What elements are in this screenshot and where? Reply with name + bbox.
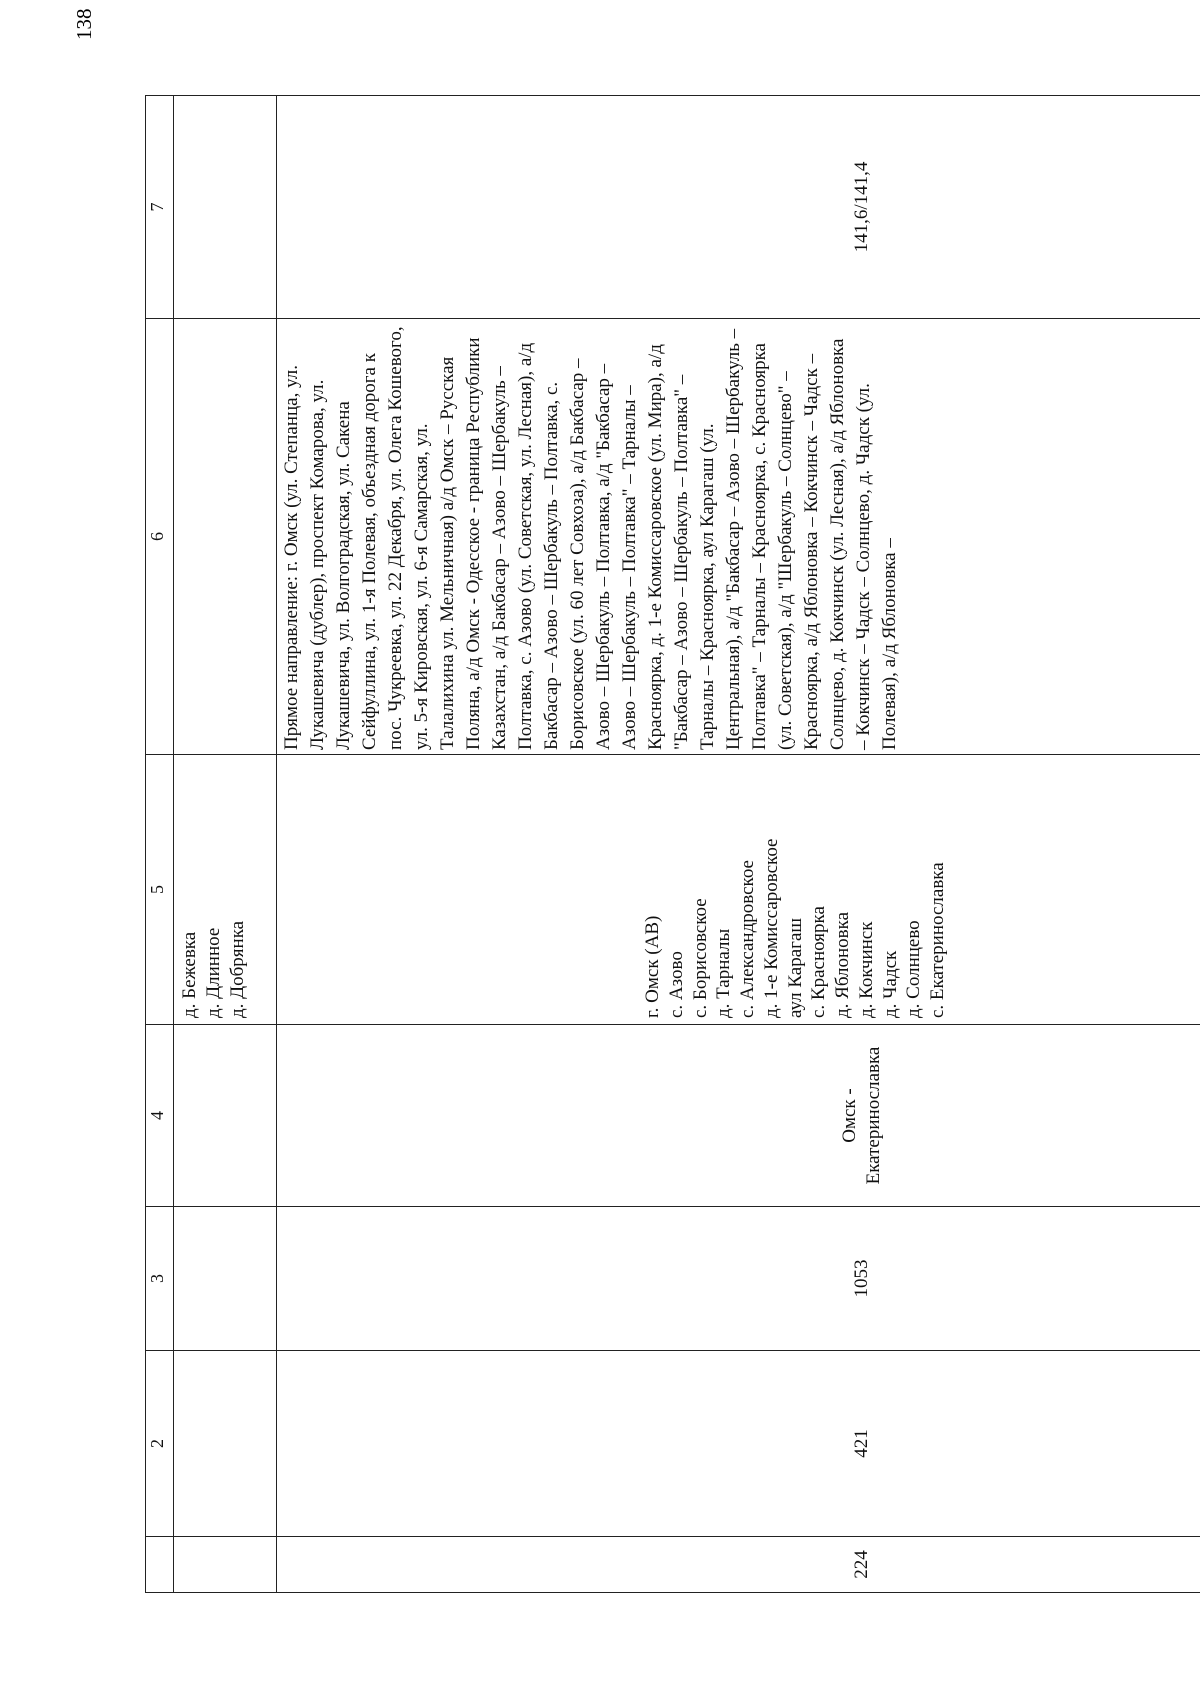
- page-number: 138: [72, 8, 96, 40]
- header-cell-6: 6: [146, 319, 174, 755]
- row-number-cell: 224: [277, 1537, 1200, 1593]
- stop-item: с. Александровское: [737, 860, 758, 1018]
- distance-cell: 141,6/141,4: [277, 96, 1200, 319]
- stop-item: д. Длинное: [202, 927, 224, 1018]
- header-cell-4: 4: [146, 1025, 174, 1207]
- stop-item: д. Тарналы: [713, 928, 735, 1018]
- header-cell-1: [146, 1537, 174, 1593]
- stop-item: д. Чадск: [879, 950, 901, 1018]
- rotated-table-container: [145, 96, 1077, 1593]
- header-cell-5: 5: [146, 755, 174, 1025]
- stops-list-cell: [277, 755, 1200, 1025]
- stop-item: д. Яблоновка: [832, 911, 853, 1018]
- table-row-previous: [174, 96, 277, 1593]
- cell: [174, 319, 277, 755]
- stop-item: с. Красноярка: [808, 906, 830, 1018]
- cell: [174, 96, 277, 319]
- route-description-cell: Прямое направление: г. Омск (ул. Степанца, ул. Лукашевича (дублер), проспект Комарова, ул. Лукашевича, ул. Волгоградская, ул. Сакена Сейфуллина, ул. 1-я Полевая, объездная дорога к пос. Чукреевка, ул. 22 Декабря, ул. Олега Кошевого, ул. 5-я Кировская, ул. 6-я Самарская, ул. Талалихина ул. Мельничная) а/д Омск – Русская Поляна, а/д Омск - Одесское - граница Республики Казахстан, а/д Бакбасар – Азово – Шербакуль – Полтавка, с. Азово (ул. Советская, ул. Лесная), а/д Бакбасар – Азово – Шербакуль – Полтавка, с. Борисовское (ул. 60 лет Совхоза), а/д Бакбасар – Азово – Шербакуль – Полтавка, а/д "Бакбасар – Азово – Шербакуль – Полтавка" – Тарналы – Красноярка, д. 1-е Комиссаровское (ул. Мира), а/д "Бакбасар – Азово – Шербакуль – Полтавка" – Тарналы – Красноярка, аул Карагаш (ул. Центральная), а/д "Бакбасар – Азово – Шербакуль – Полтавка" – Тарналы – Красноярка, с. Красноярка (ул. Советская), а/д "Шербакуль – Солнцево" – Красноярка, а/д Яблоновка – Кокчинск – Чадск – Солнцево, д. Кокчинск (ул. Лесная), а/д Яблоновка – Кокчинск – Чадск – Солнцево, д. Чадск (ул. Полевая), а/д Яблоновка –: [277, 319, 1200, 755]
- table-row-224: [277, 96, 1200, 1593]
- col3-cell: 1053: [277, 1207, 1200, 1351]
- routes-table: [145, 95, 1200, 1593]
- header-cell-7: 7: [146, 96, 174, 319]
- header-row: [146, 96, 174, 1593]
- cell: [174, 1351, 277, 1537]
- stop-item: г. Омск (АВ): [642, 915, 663, 1018]
- stop-item: с. Борисовское: [689, 898, 711, 1018]
- stop-item: аул Карагаш: [784, 917, 806, 1018]
- stop-item: с. Екатеринославка: [927, 862, 948, 1018]
- stop-item: д. Солнцево: [903, 920, 925, 1018]
- header-cell-3: 3: [146, 1207, 174, 1351]
- stop-item: д. Бежевка: [179, 931, 200, 1018]
- header-cell-2: 2: [146, 1351, 174, 1537]
- previous-stops-cell: [174, 755, 277, 1025]
- stop-item: д. Добрянка: [226, 920, 248, 1018]
- col2-cell: 421: [277, 1351, 1200, 1537]
- stop-item: д. Кокчинск: [855, 921, 877, 1018]
- stop-item: с. Азово: [665, 951, 687, 1018]
- cell: [174, 1537, 277, 1593]
- cell: [174, 1025, 277, 1207]
- cell: [174, 1207, 277, 1351]
- route-name-cell: Омск - Екатеринославка: [277, 1025, 1200, 1207]
- stop-item: д. 1-е Комиссаровское: [760, 838, 782, 1018]
